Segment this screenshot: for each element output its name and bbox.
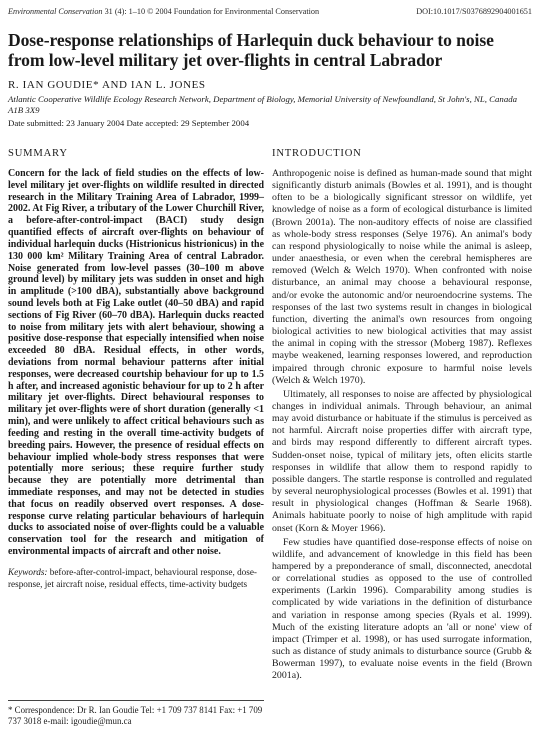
- article-title: Dose-response relationships of Harlequin duck behaviour to noise from low-level military jet over-flights in central Labrador: [8, 30, 494, 70]
- left-column: [8, 148, 264, 683]
- correspondence-footnote: * Correspondence: Dr R. Ian Goudie Tel: +1 709 737 8141 Fax: +1 709 737 3018 e-mail: igoudie@mun.ca: [8, 700, 264, 727]
- summary-text: Concern for the lack of field studies on the effects of low-level military jet over-flights on wildlife resulted in directed research in the Military Training Area of Labrador, 1999–2002. At Fig River, a tributary of the Lower Churchill River, a before-after-control-impact (BACI) study design quantified effects of aircraft over-flights on behaviour of individual harlequin ducks (Histrionicus histrionicus) in the 130 000 km² Military Training Area of central Labrador. Noise generated from low-level passes (30–100 m above ground level) by military jets was sudden in onset and high in amplitude (>100 dBA), substantially above background sound levels both at Fig Lake outlet (40–50 dBA) and rapid sections of Fig River (60–70 dBA). Harlequin ducks reacted to noise from military jets with alert behaviour, showing a positive dose-response that especially intensified when noise exceeded 80 dBA. Residual effects, in other words, deviations from normal behaviour patterns after initial responses, were decreased courtship behaviour for up to 1.5 h after, and increased agonistic behaviour for up to 2 h after military jet over-flights. Direct behavioural responses to military jet over-flights were of short duration (generally <1 min), and were unlikely to affect critical behaviours such as feeding and resting in the overall time-activity budgets of breeding pairs. However, the presence of residual effects on behaviour implied whole-body stress responses that were potentially more serious; these require further study because they are potentially more detrimental than immediate responses, and may not be detected in studies that focus on readily observed overt responses. A dose-response curve relating particular behaviours of harlequin ducks to associated noise of over-flights could be a valuable conservation tool for the research and mitigation of environmental impacts of aircraft and other noise.: [8, 168, 264, 557]
- journal-name: Environmental Conservation: [8, 7, 103, 16]
- keywords-label: Keywords:: [8, 566, 48, 577]
- right-column: [272, 148, 532, 683]
- running-head: [8, 6, 532, 17]
- summary-heading: SUMMARY: [8, 148, 68, 159]
- journal-citation: [8, 6, 319, 17]
- intro-paragraph-2: Ultimately, all responses to noise are affected by physiological changes in individual animals. Through behaviour, an animal may avoid disturbance or habituate if the stimulus is perceived as not harmful. Aircraft noise properties differ with aircraft type, and birds may respond differently to different aircraft types. Sudden-onset noise, typical of military jets, often elicits startle responses in wildlife that allow them to respond rapidly to possible dangers. The startle response is controlled and regulated by several neurophysiological processes (Bowles et al. 1991) that result in physiological changes (Hoffman & Searle 1968). Animals habituate poorly to noise of high amplitude with rapid onset (Korn & Moyer 1966).: [272, 388, 532, 534]
- doi: DOI:10.1017/S0376892904001651: [416, 7, 532, 16]
- intro-paragraph-3: Few studies have quantified dose-response effects of noise on wildlife, and advancement of knowledge in this field has been hampered by a preponderance of small, disconnected, anecdotal or correlational studies as opposed to the use of controlled experiments (Larkin 1996). Comparability among studies is complicated by wide variations in the definition of disturbance and variation in response among species (Ryals et al. 1999). Much of the existing literature adopts an 'all or none' view of impact (Trimper et al. 1998), or has used surrogate information, such as distance of study animals to disturbance source (Grubb & Bowerman 1997), to evaluate noise events in the field (Brown 2001a).: [272, 536, 532, 682]
- affiliation: Atlantic Cooperative Wildlife Ecology Research Network, Department of Biology, Memorial University of Newfoundland, St John's, NL, Canada A1B 3X9: [8, 94, 518, 115]
- body-columns: [8, 148, 532, 683]
- introduction-heading: INTRODUCTION: [272, 148, 362, 159]
- volume-info: 31 (4): 1–10 © 2004 Foundation for Environmental Conservation: [102, 7, 320, 16]
- intro-paragraph-1: Anthropogenic noise is defined as human-made sound that might significantly disturb animals (Bowles et al. 1991), and is thought often to be a biologically significant stressor on wildlife, yet knowledge of noise as a form of ecological disturbance is limited (Brown 2001a). The non-auditory effects of noise are classified as whole-body stress responses (Selye 1976). An animal's body can respond physiologically to noise while the animal is asleep, under anaesthesia, or even when the cerebral hemispheres are removed (Welch & Welch 1970). When confronted with noise disturbance, an animal may choose a behavioural response, and/or evoke the autonomic and/or neuroendocrine systems. The responses of the last two systems result in changes in biological function, diverting the animal's own resources from ongoing biological activities to new biological activities that may assist the animal in coping with the stressor (Moberg 1987). Reflexes maybe weakened, learning responses lowered, and reproduction impaired through chronic exposure to harmful noise levels (Welch & Welch 1970).: [272, 168, 532, 386]
- submission-dates: Date submitted: 23 January 2004 Date accepted: 29 September 2004: [8, 118, 250, 128]
- keywords: [8, 566, 264, 590]
- keywords-list: before-after-control-impact, behavioural response, dose-response, jet aircraft noise, residual effects, time-activity budgets: [8, 566, 257, 589]
- authors: R. IAN GOUDIE* AND IAN L. JONES: [8, 79, 206, 91]
